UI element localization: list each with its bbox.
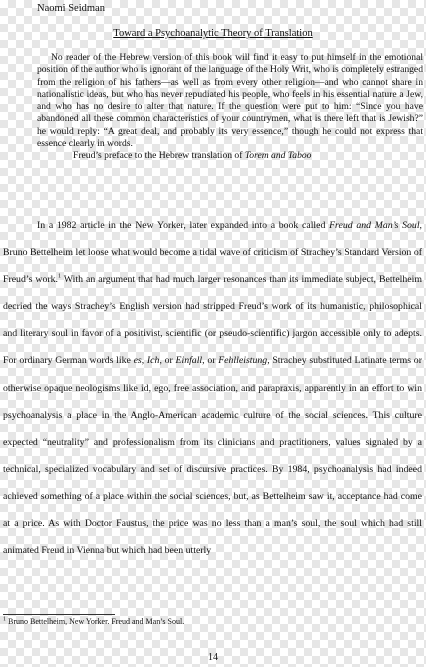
epigraph-attribution (73, 150, 423, 162)
footnote-mark: 1 (3, 616, 6, 623)
page-title: Toward a Psychoanalytic Theory of Translation (113, 28, 313, 39)
attribution-work: Torem and Taboo (244, 150, 312, 162)
footnote-divider (3, 614, 115, 615)
footnote-text: Bruno Bettelheim, New Yorker. Freud and Man’s Soul. (6, 617, 185, 626)
body-segment-2: , Bruno Bettelheim let loose what would become a tidal wave of criticism of Strachey’s Standard Version of Freud’s work. (3, 220, 422, 286)
body-paragraph (3, 212, 422, 564)
attribution-prefix: Freud’s preface to the Hebrew translation of (73, 150, 245, 162)
book-title: Freud and Man’s Soul (329, 220, 420, 231)
term-es: es (133, 355, 142, 367)
term-ich: Ich (146, 355, 160, 367)
epigraph (37, 52, 423, 163)
epigraph-text: No reader of the Hebrew version of this book will find it easy to put himself in the emotional position of the author who is ignorant of the language of the Holy Writ, who is completely estranged from the religion of his fathers—as well as from every other religion—and who cannot share in nationalistic ideas, but who has never repudiated his people, who feels in his essential nature a Jew, and who has no desire to alter that nature. If the question were put to him: “Since you have abandoned all these common characteristics of your countrymen, what is there left that is Jewish?” he would reply: “A great deal, and probably its very essence,” though he could not express that essence clearly in words. (37, 52, 423, 150)
page-number: 14 (208, 652, 218, 663)
body-segment-3: With an argument that had much larger resonances than its immediate subject, Bettelheim decried the ways Strachey’s English version had stripped Freud’s work of its humanistic, philosophical and literary soul in favor of a positivist, scientific (or pseudo-scientific) jargon accessible only to adepts. For ordinary German words like (3, 274, 422, 367)
body-segment-4: , Strachey substituted Latinate terms or otherwise opaque neologisms like id, ego, free association, and parapraxis, apparently in an effort to win psychoanalysis a place in the Anglo-American academic culture of the social sciences. This culture expected “neutrality” and professionalism from its clinicians and practitioners, values signaled by a technical, specialized vocabulary and set of discursive practices. By 1984, psychoanalysis had indeed achieved something of a place within the social sciences, but, as Bettelheim saw it, acceptance had come at a price. As with Doctor Faustus, the price was no less than a man’s soul, the soul which had still animated Freud in Vienna but which had been utterly (3, 355, 422, 557)
footnote-reference: 1 (57, 273, 61, 280)
separator-3: , or (202, 355, 219, 367)
separator-1: , (141, 355, 147, 367)
body-segment-1: In a 1982 article in the New Yorker, later expanded into a book called (37, 220, 330, 231)
term-fehlleistung: Fehlleistung (218, 355, 268, 367)
separator-2: , or (159, 355, 176, 367)
footnote (3, 617, 184, 626)
term-einfall: Einfall (175, 355, 203, 367)
body-text (3, 212, 422, 564)
running-header-author: Naomi Seidman (37, 3, 105, 14)
